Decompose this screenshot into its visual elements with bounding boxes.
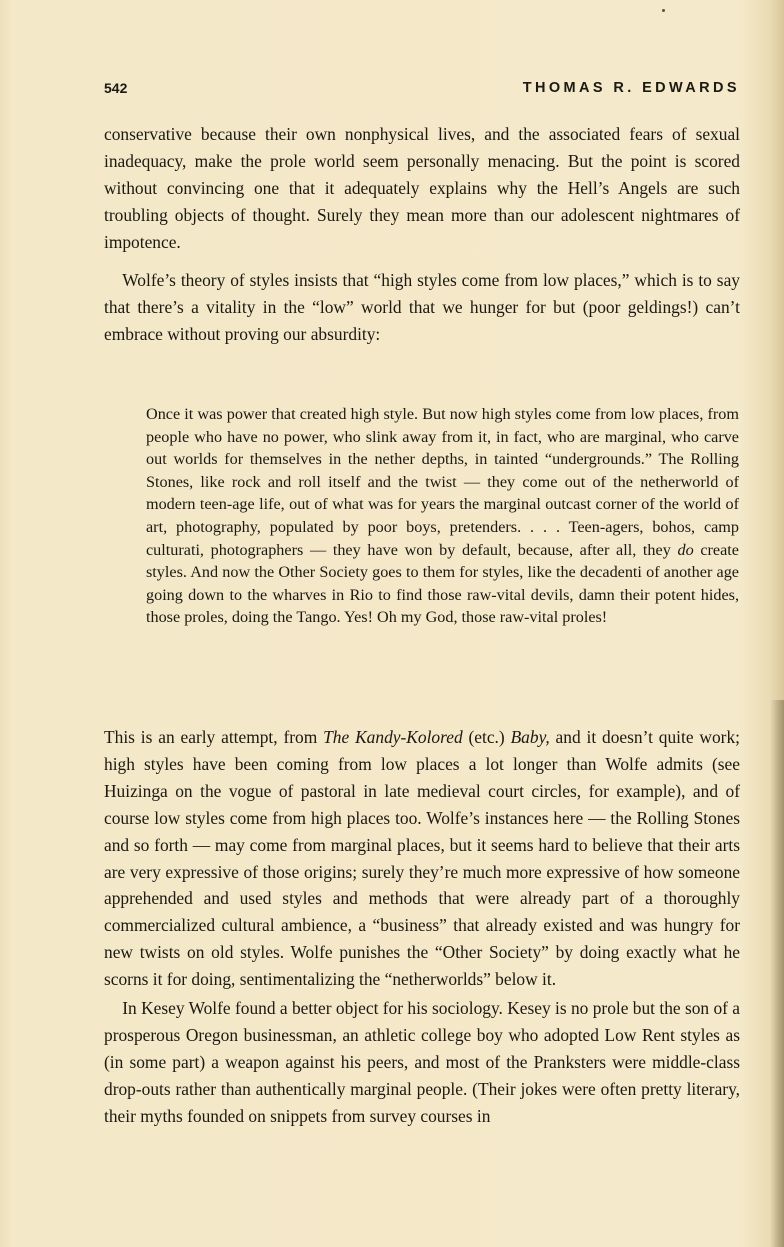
page-edge-shadow bbox=[770, 700, 784, 1247]
p3-text-1: This is an early attempt, from bbox=[104, 727, 324, 747]
book-title: The Kandy-Kolored bbox=[323, 727, 463, 747]
block-quote bbox=[146, 403, 739, 629]
quote-text-2: create styles. And now the Other Society goes to them for styles, like the decadenti of another age going down to the wharves in Rio to find those raw-vital devils, damn their potent hides, those proles, doing the Tango. Yes! Oh my God, those raw-vital proles! bbox=[146, 540, 739, 627]
paragraph-4: In Kesey Wolfe found a better object for his sociology. Kesey is no prole but the son of a prosperous Oregon businessman, an athletic college boy who adopted Low Rent styles as (in some part) a weapon against his peers, and most of the Pranksters were middle-class drop-outs rather than authentically marginal people. (Their jokes were often pretty literary, their myths founded on snippets from survey courses in bbox=[104, 998, 741, 1126]
paragraph-1: conservative because their own nonphysical lives, and the associated fears of sexual inadequacy, make the prole world seem personally menacing. But the point is scored without convincing one that it adequately explains why the Hell’s Angels are such troubling objects of thought. Surely they mean more than our adolescent nightmares of impotence. bbox=[104, 124, 740, 252]
page-number: 542 bbox=[104, 80, 128, 96]
book-title-2: Baby, bbox=[510, 727, 550, 747]
running-head: THOMAS R. EDWARDS bbox=[522, 80, 740, 96]
paragraph-3 bbox=[104, 724, 740, 993]
page-header bbox=[104, 80, 740, 102]
p3-text-3: and it doesn’t quite work; high styles have been coming from low places a lot longer than Wolfe admits (see Huizinga on the vogue of pastoral in late medieval court circles, for example), and of course low styles come from high places too. Wolfe’s instances here — the Rolling Stones and so forth — may come from marginal places, but it seems hard to believe that their arts are very expressive of those origins; surely they’re much more expressive of how someone apprehended and used styles and methods that were already part of a thoroughly commercialized cultural ambience, a “business” that already existed and was hungry for new twists on old styles. Wolfe punishes the “Other Society” by doing exactly what he scorns it for doing, sentimentalizing the “netherworlds” below it. bbox=[104, 727, 740, 990]
paragraph-2: Wolfe’s theory of styles insists that “high styles come from low places,” which is to say that there’s a vitality in the “low” world that we hunger for but (poor geldings!) can’t embrace without proving our absurdity: bbox=[104, 270, 740, 344]
quote-emphasis: do bbox=[677, 540, 694, 559]
p3-text-2: (etc.) bbox=[462, 727, 511, 747]
page-speck bbox=[662, 9, 665, 12]
quote-text-1: Once it was power that created high style. But now high styles come from low places, from people who have no power, who slink away from it, in fact, who are marginal, who carve out worlds for themselves in the nether depths, in tainted “undergrounds.” The Rolling Stones, like rock and roll itself and the twist — they come out of the netherworld of modern teen-age life, out of what was for years the marginal outcast corner of the world of art, photography, populated by poor boys, pretenders. . . . Teen-agers, bohos, camp culturati, photographers — they have won by default, because, after all, they bbox=[146, 405, 739, 559]
